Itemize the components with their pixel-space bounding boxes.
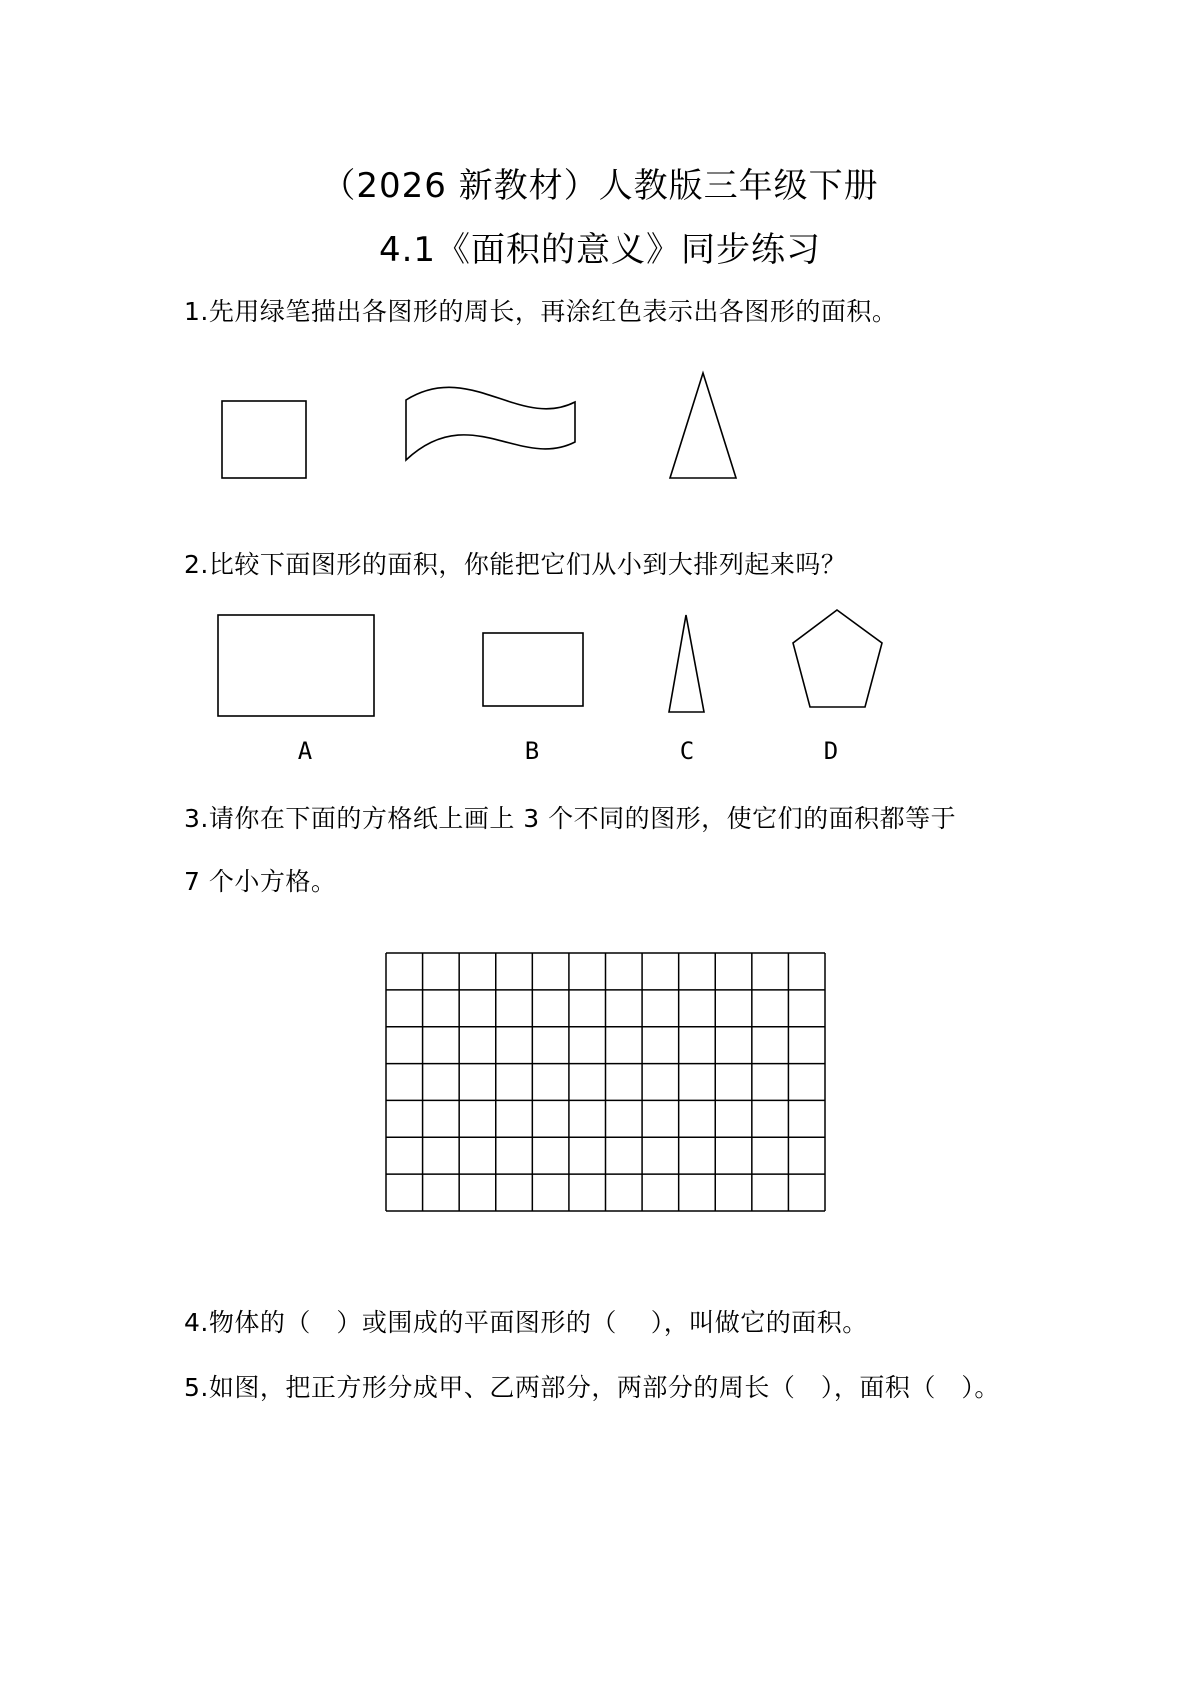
question-4: 4.物体的（ ）或围成的平面图形的（ ），叫做它的面积。 — [184, 1308, 868, 1337]
q2-label-a: A — [297, 737, 313, 765]
question-2: 2.比较下面图形的面积，你能把它们从小到大排列起来吗？ — [184, 550, 847, 579]
question-1: 1.先用绿笔描出各图形的周长，再涂红色表示出各图形的面积。 — [184, 297, 898, 326]
page-title-line1: （2026 新教材）人教版三年级下册 — [321, 166, 879, 206]
q2-label-b: B — [524, 737, 540, 765]
grid-lines — [386, 953, 825, 1211]
q2-label-d: D — [823, 737, 839, 765]
question-3-line2: 7 个小方格。 — [184, 867, 337, 896]
q2-label-c: C — [679, 737, 695, 765]
page-title-line2: 4.1《面积的意义》同步练习 — [378, 230, 822, 270]
question-5: 5.如图，把正方形分成甲、乙两部分，两部分的周长（ ），面积（ ）。 — [184, 1373, 1000, 1402]
question-3-line1: 3.请你在下面的方格纸上画上 3 个不同的图形，使它们的面积都等于 — [184, 804, 957, 833]
